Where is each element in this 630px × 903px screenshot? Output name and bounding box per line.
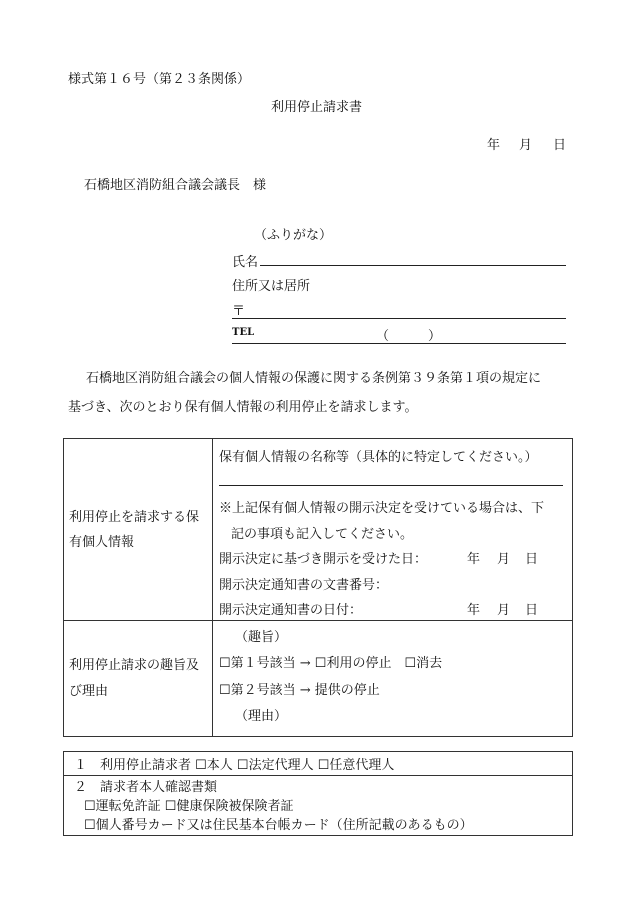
purpose-reason-cell[interactable] xyxy=(213,621,573,737)
addressee: 石橋地区消防組合議会議長 様 xyxy=(84,178,267,193)
target-info-header-line-2: 有個人情報 xyxy=(69,534,135,550)
disclosure-date-label: 開示決定に基づき開示を受けた日： xyxy=(219,552,428,567)
name-label: 氏名 xyxy=(232,255,259,270)
date-month-label: 月 xyxy=(519,138,533,153)
notice-doc-number-label: 開示決定通知書の文書番号： xyxy=(219,578,389,593)
disclosure-date-day: 日 xyxy=(525,552,539,567)
note-line-1: ※上記保有個人情報の開示決定を受けている場合は、下 xyxy=(219,501,545,516)
disclosure-date-month: 月 xyxy=(497,552,511,567)
form-number: 様式第１６号（第２３条関係） xyxy=(68,72,251,87)
purpose-option-1[interactable]: ☐第１号該当 → ☐利用の停止 ☐消去 xyxy=(219,656,443,671)
target-info-cell[interactable] xyxy=(213,439,573,621)
info-name-field[interactable] xyxy=(219,485,563,486)
id-documents-row[interactable] xyxy=(64,776,573,836)
id-documents-option-2[interactable]: ☐個人番号カード又は住民基本台帳カード（住所記載のあるもの） xyxy=(84,818,473,833)
purpose-reason-header xyxy=(64,621,213,737)
reason-label: （理由） xyxy=(235,709,288,724)
note-line-2: 記の事項も記入してください。 xyxy=(231,527,414,542)
date-day-label: 日 xyxy=(553,138,567,153)
body-text-line-2: 基づき、次のとおり保有個人情報の利用停止を請求します。 xyxy=(68,400,418,415)
requester-type-row[interactable] xyxy=(64,752,573,776)
purpose-option-2[interactable]: ☐第２号該当 → 提供の停止 xyxy=(219,683,380,698)
date-year-label: 年 xyxy=(487,138,501,153)
id-documents-title: ２ 請求者本人確認書類 xyxy=(74,780,218,795)
address-label: 住所又は居所 xyxy=(232,279,311,294)
address-field[interactable] xyxy=(232,318,566,319)
purpose-label: （趣旨） xyxy=(235,630,288,645)
tel-area-code-paren: （ ） xyxy=(376,329,442,344)
notice-date-year: 年 xyxy=(467,603,481,618)
id-documents-option-1[interactable]: ☐運転免許証 ☐健康保険被保険者証 xyxy=(84,799,294,814)
tel-field[interactable] xyxy=(232,343,566,344)
target-info-header xyxy=(64,439,213,621)
postal-mark: 〒 xyxy=(232,304,246,319)
requester-type-text: １ 利用停止請求者 ☐本人 ☐法定代理人 ☐任意代理人 xyxy=(74,758,395,773)
tel-label: TEL xyxy=(232,327,255,338)
disclosure-date-year: 年 xyxy=(467,552,481,567)
notice-date-day: 日 xyxy=(525,603,539,618)
notice-date-label: 開示決定通知書の日付： xyxy=(219,603,363,618)
purpose-reason-header-line-1: 利用停止請求の趣旨及 xyxy=(69,657,200,673)
furigana-label: （ふりがな） xyxy=(254,228,333,243)
name-field[interactable] xyxy=(260,265,566,266)
notice-date-month: 月 xyxy=(497,603,511,618)
document-title: 利用停止請求書 xyxy=(271,100,363,115)
request-table xyxy=(63,438,573,737)
purpose-reason-header-line-2: び理由 xyxy=(69,683,109,699)
requester-table xyxy=(63,751,573,836)
info-name-label: 保有個人情報の名称等（具体的に特定してください。） xyxy=(219,450,538,465)
target-info-header-line-1: 利用停止を請求する保 xyxy=(69,509,200,525)
body-text-line-1: 石橋地区消防組合議会の個人情報の保護に関する条例第３９条第１項の規定に xyxy=(86,371,542,386)
